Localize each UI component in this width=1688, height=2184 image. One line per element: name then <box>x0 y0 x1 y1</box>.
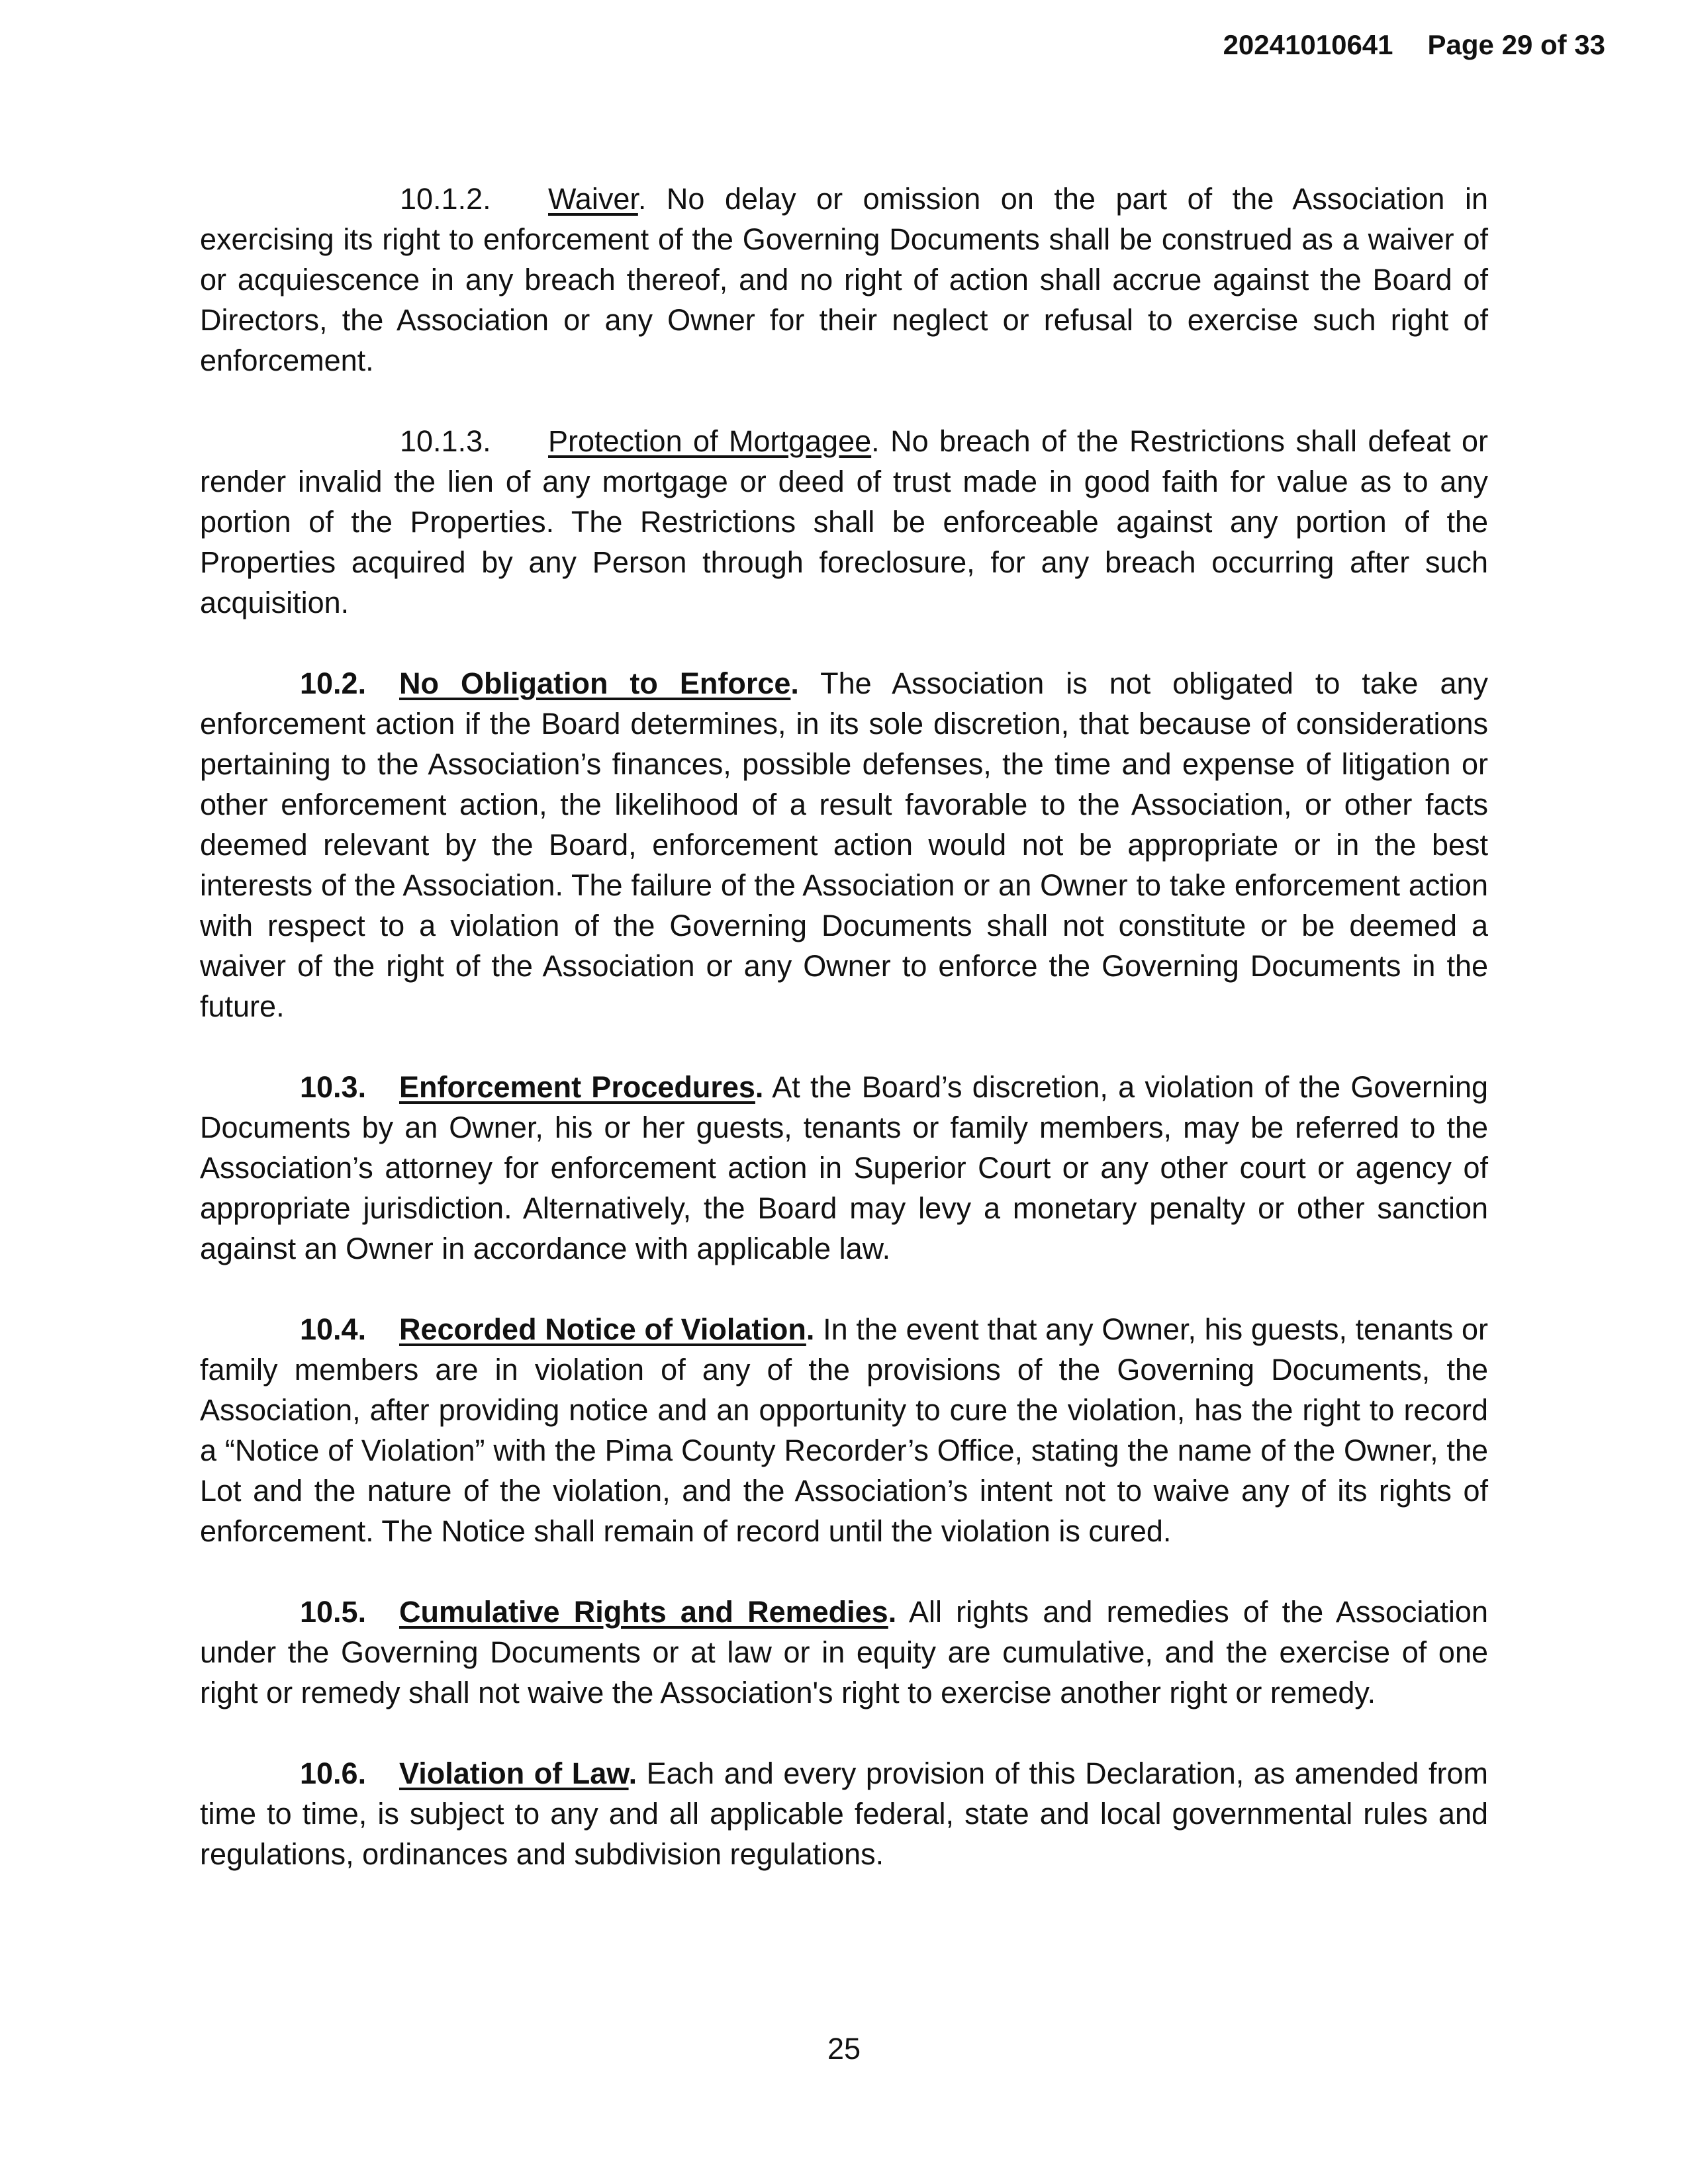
section-body: No delay or omission on the part of the Association in exercising its right to enforcement of the Governing Documents shall be construed as a waiver of or acquiescence in any breach thereof, and no right of action shall accrue against the Board of Directors, the Association or any Owner for their neglect or refusal to exercise such right of enforcement. <box>200 182 1488 377</box>
section-10-4: 10.4. Recorded Notice of Violation. In the event that any Owner, his guests, tenants or family members are in violation of any of the provisions of the Governing Documents, the Association, after providing notice and an opportunity to cure the violation, has the right to record a “Notice of Violation” with the Pima County Recorder’s Office, stating the name of the Owner, the Lot and the nature of the violation, and the Association’s intent not to waive any of its rights of enforcement. The Notice shall remain of record until the violation is cured. <box>200 1309 1488 1551</box>
section-number: 10.4. <box>300 1312 367 1346</box>
section-number: 10.5. <box>300 1595 367 1629</box>
section-number: 10.1.3. <box>400 424 491 458</box>
section-body: At the Board’s discretion, a violation of the Governing Documents by an Owner, his or her guests, tenants or family members, may be referred to the Association’s attorney for enforcement action in Superior Court or any other court or agency of appropriate jurisdiction. Alternatively, the Board may levy a monetary penalty or other sanction against an Owner in accordance with applicable law. <box>200 1070 1488 1265</box>
section-10-1-3: 10.1.3. Protection of Mortgagee. No breach of the Restrictions shall defeat or render invalid the lien of any mortgage or deed of trust made in good faith for value as to any portion of the Properties. The Restrictions shall be enforceable against any portion of the Properties acquired by any Person through foreclosure, for any breach occurring after such acquisition. <box>200 421 1488 623</box>
section-10-5: 10.5. Cumulative Rights and Remedies. All rights and remedies of the Association under the Governing Documents or at law or in equity are cumulative, and the exercise of one right or remedy shall not waive the Association's right to exercise another right or remedy. <box>200 1592 1488 1713</box>
section-body: All rights and remedies of the Association under the Governing Documents or at law or in equity are cumulative, and the exercise of one right or remedy shall not waive the Association's right to exercise another right or remedy. <box>200 1595 1488 1709</box>
section-number: 10.1.2. <box>400 182 491 216</box>
section-body: No breach of the Restrictions shall defeat or render invalid the lien of any mortgage or deed of trust made in good faith for value as to any portion of the Properties. The Restrictions shall be enforceable against any portion of the Properties acquired by any Person through foreclosure, for any breach occurring after such acquisition. <box>200 424 1488 619</box>
section-heading: Violation of Law <box>399 1756 629 1790</box>
section-10-3: 10.3. Enforcement Procedures. At the Board’s discretion, a violation of the Governing Documents by an Owner, his or her guests, tenants or family members, may be referred to the Association’s attorney for enforcement action in Superior Court or any other court or agency of appropriate jurisdiction. Alternatively, the Board may levy a monetary penalty or other sanction against an Owner in accordance with applicable law. <box>200 1067 1488 1269</box>
page-footer <box>0 2032 1688 2066</box>
section-heading: Protection of Mortgagee <box>548 424 872 458</box>
section-heading: Recorded Notice of Violation <box>399 1312 806 1346</box>
section-heading: Cumulative Rights and Remedies <box>399 1595 888 1629</box>
section-heading: Enforcement Procedures <box>399 1070 755 1104</box>
section-10-6: 10.6. Violation of Law. Each and every provision of this Declaration, as amended from time to time, is subject to any and all applicable federal, state and local governmental rules and regulations, ordinances and subdivision regulations. <box>200 1753 1488 1874</box>
section-10-1-2: 10.1.2. Waiver. No delay or omission on the part of the Association in exercising its right to enforcement of the Governing Documents shall be construed as a waiver of or acquiescence in any breach thereof, and no right of action shall accrue against the Board of Directors, the Association or any Owner for their neglect or refusal to exercise such right of enforcement. <box>200 179 1488 381</box>
page-indicator: Page 29 of 33 <box>1427 29 1605 60</box>
page-header <box>1223 29 1605 61</box>
section-number: 10.3. <box>300 1070 367 1104</box>
document-body <box>200 179 1488 1915</box>
section-body: Each and every provision of this Declaration, as amended from time to time, is subject to any and all applicable federal, state and local governmental rules and regulations, ordinances and subdivision regulations. <box>200 1756 1488 1871</box>
page-number: 25 <box>827 2032 861 2066</box>
section-number: 10.6. <box>300 1756 367 1790</box>
section-heading: No Obligation to Enforce <box>399 666 791 700</box>
section-10-2: 10.2. No Obligation to Enforce. The Association is not obligated to take any enforcement action if the Board determines, in its sole discretion, that because of considerations pertaining to the Association’s finances, possible defenses, the time and expense of litigation or other enforcement action, the likelihood of a result favorable to the Association, or other facts deemed relevant by the Board, enforcement action would not be appropriate or in the best interests of the Association. The failure of the Association or an Owner to take enforcement action with respect to a violation of the Governing Documents shall not constitute or be deemed a waiver of the right of the Association or any Owner to enforce the Governing Documents in the future. <box>200 663 1488 1026</box>
section-body: The Association is not obligated to take any enforcement action if the Board determines, in its sole discretion, that because of considerations pertaining to the Association’s finances, possible defenses, the time and expense of litigation or other enforcement action, the likelihood of a result favorable to the Association, or other facts deemed relevant by the Board, enforcement action would not be appropriate or in the best interests of the Association. The failure of the Association or an Owner to take enforcement action with respect to a violation of the Governing Documents shall not constitute or be deemed a waiver of the right of the Association or any Owner to enforce the Governing Documents in the future. <box>200 666 1488 1023</box>
section-heading: Waiver <box>548 182 638 216</box>
document-number: 20241010641 <box>1223 29 1393 60</box>
section-body: In the event that any Owner, his guests, tenants or family members are in violation of any of the provisions of the Governing Documents, the Association, after providing notice and an opportunity to cure the violation, has the right to record a “Notice of Violation” with the Pima County Recorder’s Office, stating the name of the Owner, the Lot and the nature of the violation, and the Association’s intent not to waive any of its rights of enforcement. The Notice shall remain of record until the violation is cured. <box>200 1312 1488 1548</box>
section-number: 10.2. <box>300 666 367 700</box>
